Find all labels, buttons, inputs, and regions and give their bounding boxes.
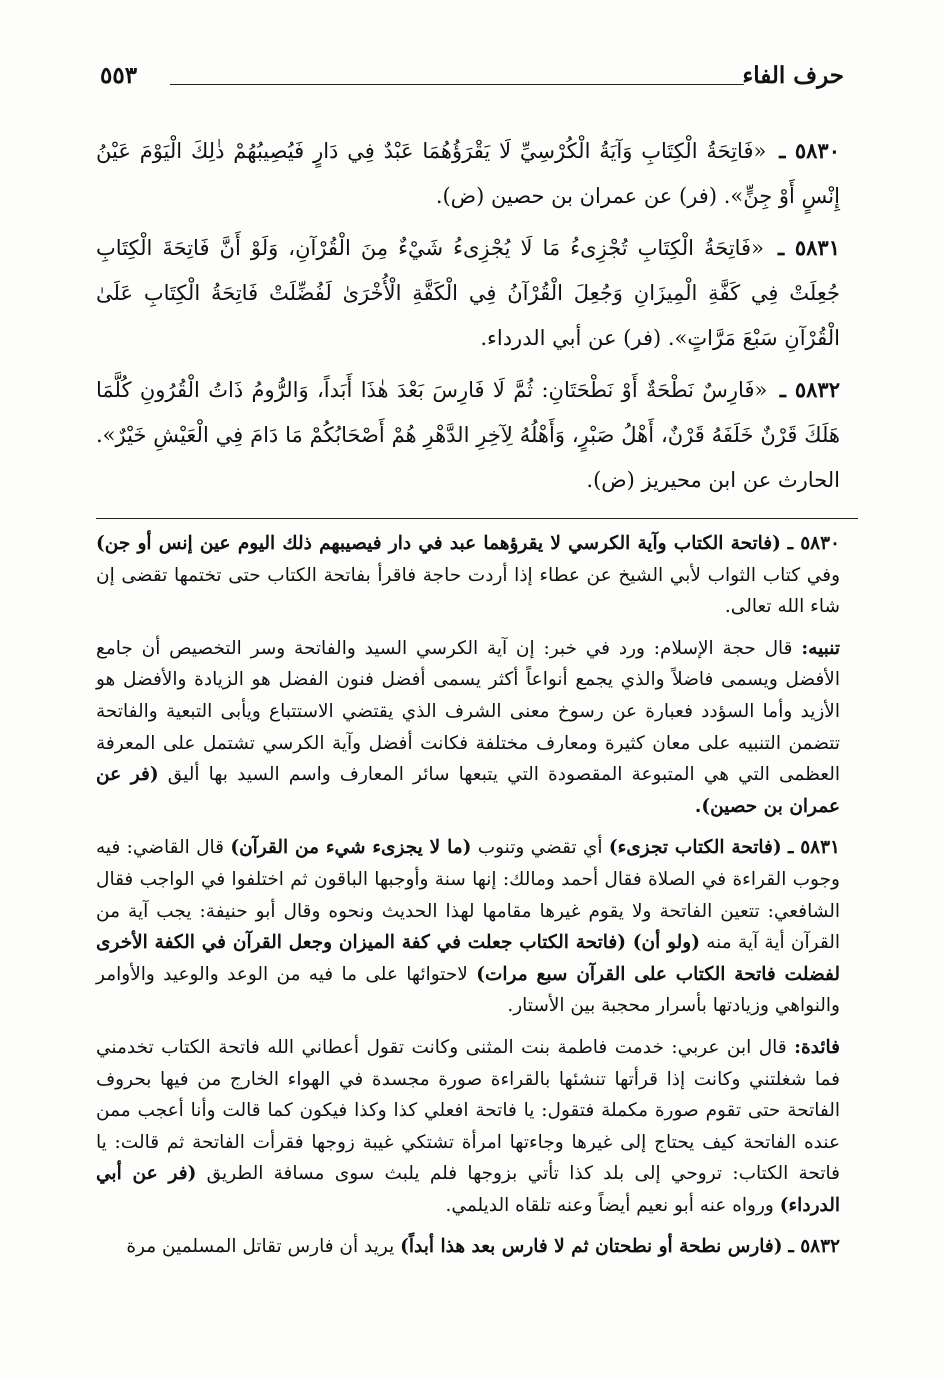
commentary-number: ٥٨٣٢ ـ: [788, 1236, 840, 1258]
commentary-source: (فر عن عمران بن حصين).: [96, 764, 840, 817]
commentary-quote: (فارس نطحة أو نطحتان ثم لا فارس بعد هذا أبداً): [400, 1236, 783, 1258]
commentary-text: قال حجة الإسلام: ورد في خبر: إن آية الكرسي السيد والفاتحة وسر التخصيص أن جامع الأفضل ويسمى فاضلاً والذي يجمع أنواعاً أكثر يسمى أفضل فنون الفضل هو الزيادة والأفضل هو الأزيد وأما السؤدد فعبارة عن رسوخ معنى الشرف الذي يقتضي الاستتباع ويأبى التبعية والفاتحة تتضمن التنبيه على معان كثيرة ومعارف مختلفة فكانت أفضل وآية الكرسي تشتمل على المعرفة العظمى التي هي المتبوعة المقصودة التي يتبعها سائر المعارف واسم السيد بها أليق: [96, 637, 840, 786]
commentary-text: أي تقضي وتنوب: [471, 837, 609, 859]
commentary-quote: (ولو أن) (فاتحة الكتاب جعلت في كفة الميزان وجعل القرآن في الكفة الأخرى لفضلت فاتحة الكتاب على القرآن سبع مرات): [96, 932, 840, 985]
commentary-number: ٥٨٣١ ـ: [787, 837, 840, 859]
commentary-text: قال القاضي: فيه وجوب القراءة في الصلاة فقال أحمد ومالك: إنها سنة وأوجبها الباقون ثم اختلفوا في الواجب فقال الشافعي: تتعين الفاتحة ولا يقوم غيرها مقامها لهذا الحديث ونحوه وقال أبو حنيفة: يجب آية من القرآن أية آية منه: [96, 837, 840, 954]
hadith-source: (فر) عن عمران بن حصين (ض).: [435, 184, 718, 208]
hadith-source: (فر) عن أبي الدرداء.: [480, 326, 662, 350]
commentary-quote: (ما لا يجزىء شيء من القرآن): [230, 837, 472, 859]
hadith-number: ٥٨٣١ ـ: [778, 235, 840, 260]
hadith-body: «فَاتِحَةُ الْكِتَابِ تُجْزِىءُ مَا لَا يُجْزِىءُ شَيْءٌ مِنَ الْقُرْآنِ، وَلَوْ أَنَّ فَاتِحَةَ الْكِتَابِ جُعِلَتْ فِي كَفَّةِ الْمِيزَانِ وَجُعِلَ الْقُرْآنُ فِي الْكَفَّةِ الْأُخْرَىٰ لَفُضِّلَتْ فَاتِحَةُ الْكِتَابِ عَلَىٰ الْقُرْآنِ سَبْعَ مَرَّاتٍ».: [96, 236, 840, 350]
page-header: [100, 62, 844, 98]
commentary-number: ٥٨٣٠ ـ: [787, 533, 840, 554]
commentary-text: ورواه عنه أبو نعيم أيضاً وعنه تلقاه الديلمي.: [445, 1194, 780, 1216]
commentary-note: [96, 633, 840, 823]
footnote-divider: [96, 518, 858, 519]
hadith-source: الحارث عن ابن محيريز (ض).: [586, 468, 840, 492]
hadith-5830: [96, 128, 840, 219]
commentary-text: قال ابن عربي: خدمت فاطمة بنت المثنى وكانت تقول أعطاني الله فاتحة الكتاب تخدمني فما شغلتني وكانت إذا قرأتها تنشئها بالقراءة صورة مجسدة في الهواء الخارج من فيها بحروف الفاتحة حتى تقوم صورة مكملة فتقول: يا فاتحة افعلي كذا وكذا فيكون كما قالت وأنا أعجب ممن عنده الفاتحة كيف يحتاج إلى غيرها وجاءتها امرأة تشتكي غيبة زوجها فقرأت الفاتحة ثم قالت: يا فاتحة الكتاب: تروحي إلى بلد كذا تأتي بزوجها فلم يلبث سوى مسافة الطريق: [96, 1036, 840, 1185]
hadith-text: [96, 128, 840, 509]
hadith-number: ٥٨٣٢ ـ: [779, 377, 840, 402]
commentary-text: يريد أن فارس تقاتل المسلمين مرة: [126, 1236, 401, 1258]
commentary-benefit: [96, 1032, 840, 1222]
commentary-quote: (فاتحة الكتاب وآية الكرسي لا يقرؤهما عبد في دار فيصيبهم ذلك اليوم عين إنس أو جن): [96, 533, 781, 554]
commentary-source: (فر عن أبي الدرداء): [96, 1163, 840, 1216]
header-rule: [170, 84, 744, 85]
benefit-lead: فائدة:: [794, 1036, 840, 1058]
commentary: [96, 528, 840, 1273]
commentary-5831: [96, 832, 840, 1022]
hadith-5831: [96, 225, 840, 361]
commentary-5832: [96, 1231, 840, 1263]
commentary-5830: [96, 528, 840, 623]
commentary-quote: (فاتحة الكتاب تجزىء): [608, 837, 782, 859]
hadith-number: ٥٨٣٠ ـ: [779, 138, 840, 163]
hadith-body: «فَاتِحَةُ الْكِتَابِ وَآيَةُ الْكُرْسِيِّ لَا يَقْرَؤُهُمَا عَبْدٌ فِي دَارٍ فَيُصِيبُهُمْ ذٰلِكَ الْيَوْمَ عَيْنُ إِنْسٍ أَوْ جِنٍّ».: [96, 139, 840, 208]
page-number: ٥٥٣: [100, 62, 138, 89]
hadith-body: «فَارِسٌ نَطْحَةٌ أَوْ نَطْحَتَانِ: ثُمَّ لَا فَارِسَ بَعْدَ هٰذَا أَبَداً، وَالرُّومُ ذَاتُ الْقُرُونِ كُلَّمَا هَلَكَ قَرْنٌ خَلَفَهُ قَرْنٌ، أَهْلُ صَبْرٍ، وَأَهْلُهُ لِآخِرِ الدَّهْرِ هُمْ أَصْحَابُكُمْ مَا دَامَ فِي الْعَيْشِ خَيْرٌ».: [96, 378, 840, 447]
commentary-text: وفي كتاب الثواب لأبي الشيخ عن عطاء إذا أردت حاجة فاقرأ بفاتحة الكتاب حتى تختمها تقضى إن شاء الله تعالى.: [96, 564, 840, 618]
running-title: حرف الفاء: [742, 62, 844, 89]
hadith-5832: [96, 367, 840, 503]
note-lead: تنبيه:: [801, 637, 840, 659]
commentary-text: لاحتوائها على ما فيه من الوعد والوعيد والأوامر والنواهي وزيادتها بأسرار محجبة بين الأستار.: [96, 963, 840, 1017]
